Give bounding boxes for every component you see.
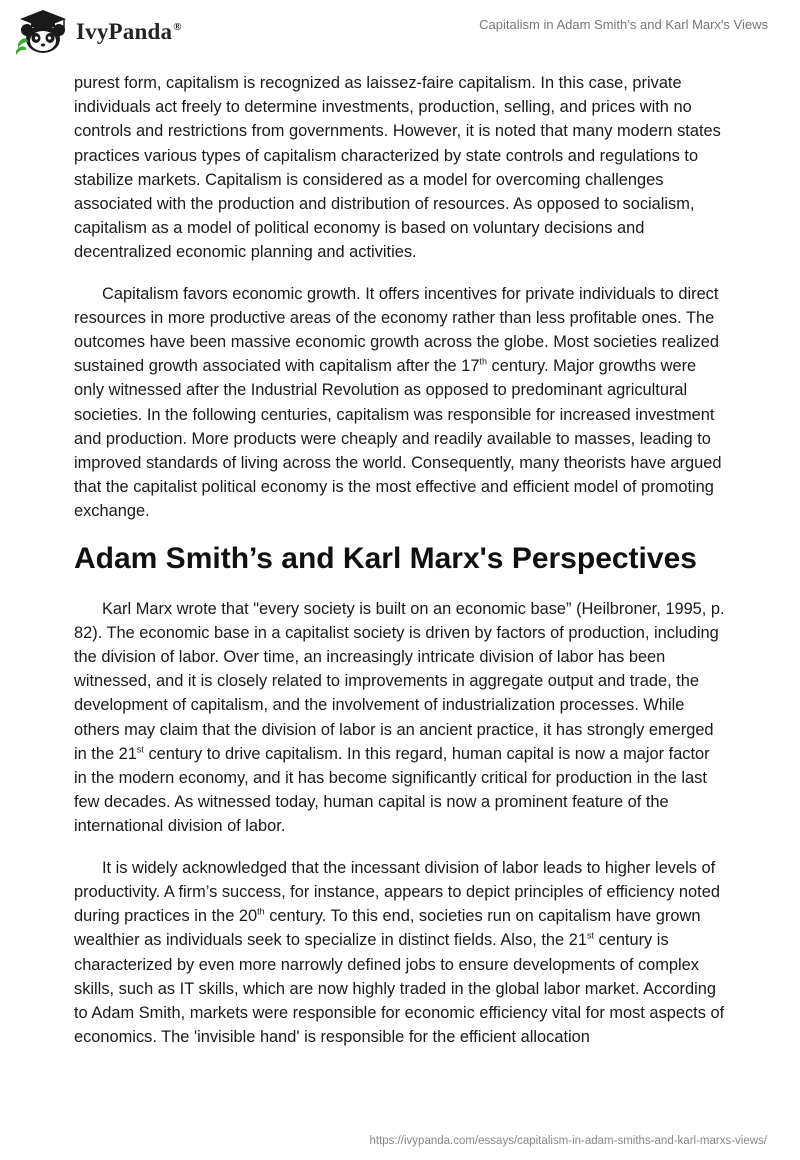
section-heading: Adam Smith’s and Karl Marx's Perspectives	[74, 541, 697, 575]
page-header	[0, 0, 800, 64]
essay-body	[74, 71, 726, 1066]
registered-mark: ®	[173, 21, 182, 33]
source-url[interactable]: https://ivypanda.com/essays/capitalism-in-adam-smiths-and-karl-marxs-views/	[369, 1135, 767, 1147]
document-title: Capitalism in Adam Smith’s and Karl Marx's Views	[479, 17, 768, 32]
brand-name: IvyPanda®	[76, 19, 182, 44]
paragraph-2: Capitalism favors economic growth. It offers incentives for private individuals to direct resources in more productive areas of the economy rather than less profitable ones. The outcomes have been massive economic growth across the globe. Most societies realized sustained growth associated with capitalism after the 17th century. Major growths were only witnessed after the Industrial Revolution as opposed to predominant agricultural societies. In the following centuries, capitalism was responsible for increased investment and production. More products were cheaply and readily available to masses, leading to improved standards of living across the world. Consequently, many theorists have argued that the capitalist political economy is the most effective and efficient model of promoting exchange.	[74, 284, 722, 521]
ivypanda-logo[interactable]	[14, 8, 204, 56]
paragraph-1: purest form, capitalism is recognized as laissez-faire capitalism. In this case, private individuals act freely to determine investments, production, selling, and prices with no controls and restrictions from governments. However, it is noted that many modern states practices various types of capitalism characterized by state controls and regulations to stabilize markets. Capitalism is considered as a model for overcoming challenges associated with the production and distribution of resources. As opposed to socialism, capitalism as a model of political economy is based on voluntary decisions and decentralized economic planning and activities.	[74, 74, 721, 262]
paragraph-4: It is widely acknowledged that the incessant division of labor leads to higher levels of productivity. A firm’s success, for instance, appears to depict principles of efficiency noted during practices in the 20th century. To this end, societies run on capitalism have grown wealthier as individuals seek to specialize in distinct fields. Also, the 21st century is characterized by even more narrowly defined jobs to ensure developments of complex skills, such as IT skills, which are now highly traded in the global labor market. According to Adam Smith, markets were responsible for economic efficiency vital for most aspects of economics. The 'invisible hand' is responsible for the efficient allocation	[74, 858, 725, 1047]
panda-graduate-logo-icon	[14, 8, 72, 56]
paragraph-3: Karl Marx wrote that "every society is built on an economic base” (Heilbroner, 1995, p. 82). The economic base in a capitalist society is driven by factors of production, including the division of labor. Over time, an increasingly intricate division of labor has been witnessed, and it is closely related to improvements in aggregate output and trade, the development of capitalism, and the involvement of industrialization processes. While others may claim that the division of labor is an ancient practice, it has strongly emerged in the 21st century to drive capitalism. In this regard, human capital is now a major factor in the modern economy, and it has become significantly critical for production in the last few decades. As witnessed today, human capital is now a prominent feature of the international division of labor.	[74, 599, 725, 836]
